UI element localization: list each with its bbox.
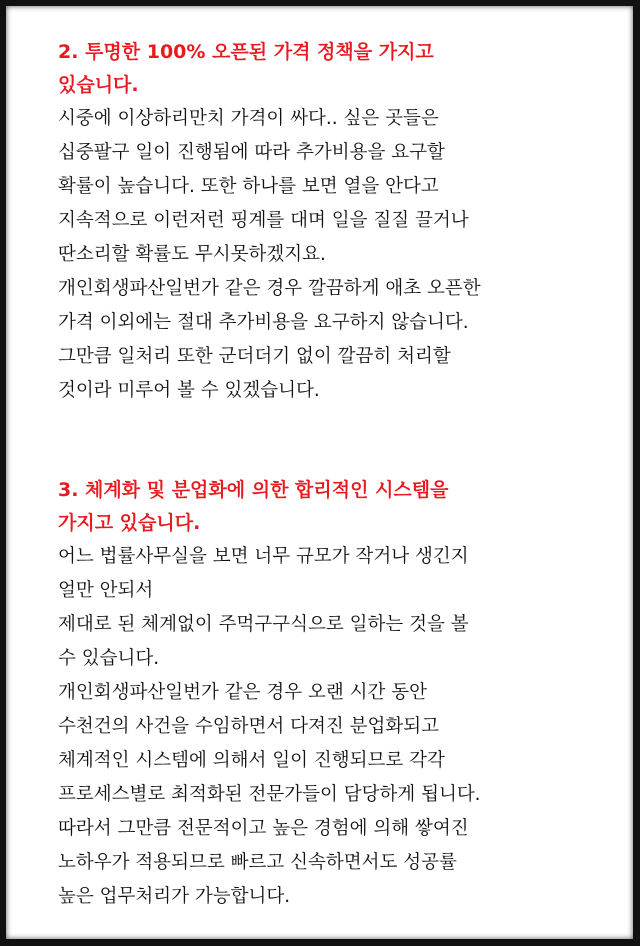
- section-2-text-line: 시중에 이상하리만치 가격이 싸다.. 싶은 곳들은: [58, 108, 439, 129]
- section-3-text-line: 개인회생파산일번가 같은 경우 오랜 시간 동안: [58, 682, 427, 703]
- section-2-text-line: 그만큼 일처리 또한 군더더기 없이 깔끔히 처리할: [58, 346, 451, 367]
- section-2-text-line: 것이라 미루어 볼 수 있겠습니다.: [58, 380, 320, 401]
- section-2-text-line: 지속적으로 이런저런 핑계를 대며 일을 질질 끌거나: [58, 210, 469, 231]
- section-3-text-line: 프로세스별로 최적화된 전문가들이 담당하게 됩니다.: [58, 784, 481, 805]
- section-transparent-pricing: [58, 36, 613, 408]
- section-3-text-line: 얼만 안되서: [58, 580, 154, 601]
- section-3-text-line: 제대로 된 체계없이 주먹구구식으로 일하는 것을 볼: [58, 614, 469, 635]
- section-2-text-line: 십중팔구 일이 진행됨에 따라 추가비용을 요구할: [58, 142, 445, 163]
- section-2-text-line: 확률이 높습니다. 또한 하나를 보면 열을 안다고: [58, 176, 439, 197]
- section-3-text-line: 수천건의 사건을 수임하면서 다져진 분업화되고: [58, 716, 439, 737]
- section-3-heading-line-1: 3. 체계화 및 분업화에 의한 합리적인 시스템을: [58, 479, 449, 501]
- section-2-heading-line-2: 있습니다.: [58, 74, 139, 96]
- section-systematic-system: [58, 474, 613, 914]
- section-2-text-line: 가격 이외에는 절대 추가비용을 요구하지 않습니다.: [58, 312, 469, 333]
- section-3-text-line: 노하우가 적용되므로 빠르고 신속하면서도 성공률: [58, 852, 457, 873]
- section-3-text-line: 수 있습니다.: [58, 648, 160, 669]
- section-2-text-line: 개인회생파산일번가 같은 경우 깔끔하게 애초 오픈한: [58, 278, 481, 299]
- section-3-text-line: 따라서 그만큼 전문적이고 높은 경험에 의해 쌓여진: [58, 818, 469, 839]
- section-3-text-line: 어느 법률사무실을 보면 너무 규모가 작거나 생긴지: [58, 546, 469, 567]
- section-2-heading-line-1: 2. 투명한 100% 오픈된 가격 정책을 가지고: [58, 41, 434, 63]
- section-3-text-line: 체계적인 시스템에 의해서 일이 진행되므로 각각: [58, 750, 445, 771]
- section-3-heading-line-2: 가지고 있습니다.: [58, 512, 201, 534]
- section-2-text-line: 딴소리할 확률도 무시못하겠지요.: [58, 244, 326, 265]
- section-3-text-line: 높은 업무처리가 가능합니다.: [58, 886, 291, 907]
- document-page: [6, 6, 633, 939]
